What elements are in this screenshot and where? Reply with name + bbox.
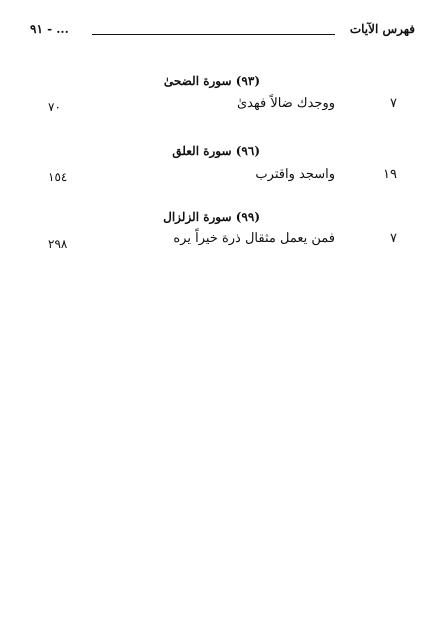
page-number: ٩١ - ... xyxy=(30,22,69,36)
verse-text: فمن يعمل مثقال ذرة خيراً يره xyxy=(173,231,335,246)
page-reference: ٢٩٨ xyxy=(48,237,68,251)
running-header xyxy=(30,22,415,42)
verse-number: ١٩ xyxy=(383,167,397,182)
page-reference: ١٥٤ xyxy=(48,170,68,184)
index-title: فهرس الآيات xyxy=(349,22,415,36)
surah-heading: (٩٣) سورة الضحىٰ xyxy=(163,74,260,88)
page-reference: ٧٠ xyxy=(48,100,61,114)
verse-number: ٧ xyxy=(390,231,397,246)
verse-number: ٧ xyxy=(390,96,397,111)
surah-heading: (٩٩) سورة الزلزال xyxy=(163,210,260,224)
surah-heading: (٩٦) سورة العلق xyxy=(172,144,260,158)
verse-text: واسجد واقترب xyxy=(255,167,335,182)
header-rule xyxy=(92,34,335,35)
verse-text: ووجدك ضالاً فهدىٰ xyxy=(236,96,335,111)
